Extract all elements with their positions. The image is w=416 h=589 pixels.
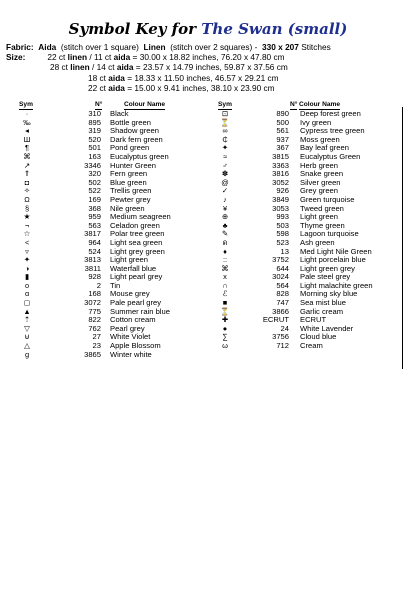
table-divider <box>402 107 403 369</box>
symbol-glyph: ¬ <box>24 220 30 230</box>
symbol-glyph: @ <box>221 177 229 187</box>
floss-number: 3816 <box>272 169 289 179</box>
colour-name: Grey green <box>300 186 338 196</box>
floss-number: 993 <box>276 212 289 222</box>
colour-name: Bay leaf green <box>300 143 349 153</box>
symbol-glyph: ∞ <box>222 126 228 136</box>
colour-name: Nile green <box>110 203 145 213</box>
floss-number: 937 <box>276 134 289 144</box>
size-line-3 <box>6 73 331 83</box>
colour-name: Blue green <box>110 177 147 187</box>
symbol-glyph: ★ <box>23 212 31 222</box>
symbol-glyph: ▲ <box>23 306 31 316</box>
colour-name: Morning sky blue <box>300 289 358 299</box>
floss-number: 310 <box>88 109 101 118</box>
floss-number: 27 <box>92 332 101 342</box>
colour-name: Cream <box>300 341 323 351</box>
size-prefix: 22 ct <box>88 82 109 93</box>
colour-name: Medium seagreen <box>110 212 171 222</box>
floss-number: 564 <box>276 280 289 290</box>
floss-number: 561 <box>276 126 289 136</box>
floss-number: 320 <box>88 169 101 179</box>
floss-number: 563 <box>88 220 101 230</box>
colour-name: Pale pearl grey <box>110 298 162 308</box>
symbol-glyph: ¥ <box>222 203 228 213</box>
colour-name: Pale steel grey <box>300 272 351 282</box>
symbol-glyph: ⏳ <box>220 117 230 127</box>
symbol-glyph: ▿ <box>25 246 29 256</box>
colour-name: Apple Blossom <box>110 341 161 351</box>
symbol-glyph: x <box>223 272 227 282</box>
symbol-glyph: ■ <box>222 298 228 308</box>
fabric-linen-note: (stitch over 2 squares) - <box>170 42 258 52</box>
colour-name: White Lavender <box>300 323 354 333</box>
colour-name: Pond green <box>110 143 150 153</box>
colour-name: Shadow green <box>110 126 159 136</box>
symbol-glyph: ɑ <box>24 289 30 299</box>
header-colour-name: Colour Name <box>299 101 341 108</box>
symbol-glyph: ⇡ <box>23 315 31 325</box>
colour-name: Sea mist blue <box>300 298 347 308</box>
size-line-4 <box>6 83 331 93</box>
header-sym: Sym <box>19 101 33 108</box>
symbol-glyph: ⌘ <box>221 263 229 273</box>
colour-name: Dark fern green <box>110 134 163 144</box>
colour-name: Eucalyptus green <box>110 151 169 161</box>
symbol-glyph: △ <box>24 341 30 351</box>
size-mid: / 11 ct <box>87 52 114 63</box>
size-fabric-aida: aida <box>108 82 125 93</box>
colour-name: Cotton cream <box>110 315 156 325</box>
floss-number: 3053 <box>272 203 289 213</box>
symbol-glyph: ✦ <box>221 143 229 153</box>
header-number: N° <box>95 101 103 108</box>
size-line-1 <box>6 52 331 62</box>
colour-name: Med Light Nile Green <box>300 246 372 256</box>
floss-number: 523 <box>276 237 289 247</box>
table-body <box>208 110 408 351</box>
colour-name: Green turquoise <box>300 194 355 204</box>
size-line-2 <box>6 62 331 72</box>
symbol-glyph: ◂ <box>25 126 29 136</box>
floss-number: 3752 <box>272 255 289 265</box>
colour-name: Light green <box>300 212 338 222</box>
size-fabric-aida: aida <box>116 62 134 73</box>
fabric-label: Fabric: <box>6 42 34 52</box>
floss-number: 928 <box>88 272 101 282</box>
size-prefix: 18 ct <box>88 72 109 83</box>
floss-number: 3865 <box>84 349 101 359</box>
colour-name: Light malachite green <box>300 280 373 290</box>
floss-number: 3866 <box>272 306 289 316</box>
symbol-glyph: ≈ <box>222 151 228 161</box>
page-title <box>0 20 416 38</box>
symbol-glyph: ⏳ <box>220 306 230 316</box>
header-sym: Sym <box>218 101 232 108</box>
symbol-glyph: ¶ <box>25 143 29 153</box>
floss-number: 522 <box>88 186 101 196</box>
colour-name: Pewter grey <box>110 194 151 204</box>
fabric-aida-note: (stitch over 1 square) <box>60 42 139 52</box>
colour-name: Waterfall blue <box>110 263 157 273</box>
floss-number: 3072 <box>84 298 101 308</box>
stitch-suffix: Stitches <box>301 42 331 52</box>
floss-number: 367 <box>276 143 289 153</box>
symbol-glyph: < <box>24 237 30 247</box>
symbol-glyph: ⊡ <box>221 109 229 118</box>
symbol-glyph: ✓ <box>221 186 229 196</box>
colour-name: Fern green <box>110 169 148 179</box>
colour-name: Light pearl grey <box>110 272 163 282</box>
colour-name: Silver green <box>300 177 341 187</box>
symbol-glyph: ⊍ <box>24 332 30 342</box>
floss-number: 169 <box>88 194 101 204</box>
floss-number: 762 <box>88 323 101 333</box>
floss-number: 3813 <box>84 255 101 265</box>
colour-name: Celadon green <box>110 220 160 230</box>
symbol-glyph: ℰ <box>222 289 228 299</box>
fabric-info <box>6 42 331 93</box>
colour-name: Cypress tree green <box>300 126 365 136</box>
symbol-glyph: ⇑ <box>23 169 31 179</box>
symbol-glyph: ☆ <box>23 229 31 239</box>
floss-number: 747 <box>276 298 289 308</box>
symbol-glyph: ✎ <box>221 229 229 239</box>
symbol-glyph: ✽ <box>221 169 229 179</box>
symbol-glyph: ◘ <box>24 177 30 187</box>
symbol-table-right <box>208 101 408 351</box>
floss-number: 500 <box>276 117 289 127</box>
symbol-glyph: ω <box>222 341 228 351</box>
floss-number: 168 <box>88 289 101 299</box>
floss-number: 890 <box>276 109 289 118</box>
colour-name: Ivy green <box>300 117 332 127</box>
size-fabric-aida: aida <box>108 72 125 83</box>
colour-name: Ash green <box>300 237 335 247</box>
colour-name: Mouse grey <box>110 289 150 299</box>
floss-number: 2 <box>96 280 101 290</box>
fabric-aida: Aida <box>38 42 57 52</box>
colour-name: Bottle green <box>110 117 151 127</box>
floss-number: 3363 <box>272 160 289 170</box>
floss-number: 598 <box>276 229 289 239</box>
symbol-glyph: § <box>24 203 30 213</box>
size-fabric-linen: linen <box>70 62 90 73</box>
header-number: N° <box>290 101 298 108</box>
size-fabric-linen: linen <box>67 52 88 63</box>
header-colour-name: Colour Name <box>124 101 166 108</box>
size-prefix: 22 ct <box>47 52 68 63</box>
floss-number: 13 <box>280 246 289 256</box>
title-prefix: Symbol Key for <box>68 20 202 38</box>
floss-number: 822 <box>88 315 101 325</box>
symbol-glyph: ● <box>222 323 228 333</box>
floss-number: 502 <box>88 177 101 187</box>
symbol-table-left <box>16 101 216 359</box>
floss-number: 24 <box>280 323 289 333</box>
floss-number: 503 <box>276 220 289 230</box>
floss-number: 368 <box>88 203 101 213</box>
size-prefix: 28 ct <box>50 62 71 73</box>
colour-name: Winter white <box>110 349 152 359</box>
floss-number: 964 <box>88 237 101 247</box>
colour-name: Snake green <box>300 169 344 179</box>
symbol-glyph: ✧ <box>23 186 31 196</box>
symbol-glyph: Ш <box>23 134 31 144</box>
symbol-glyph: ✚ <box>221 315 229 325</box>
size-dimensions: = 18.33 x 11.50 inches, 46.57 x 29.21 cm <box>124 72 279 83</box>
size-fabric-aida: aida <box>113 52 131 63</box>
floss-number: 3756 <box>272 332 289 342</box>
floss-number: 3346 <box>84 160 101 170</box>
size-mid: / 14 ct <box>89 62 117 73</box>
colour-name: Trellis green <box>110 186 152 196</box>
symbol-glyph: ⊕ <box>221 212 229 222</box>
colour-name: Hunter Green <box>110 160 157 170</box>
colour-name: Tin <box>110 280 121 290</box>
symbol-glyph: ↗ <box>23 160 31 170</box>
colour-name: Eucalyptus Green <box>300 151 361 161</box>
floss-number: 3815 <box>272 151 289 161</box>
table-row <box>16 351 216 360</box>
symbol-glyph: ♪ <box>223 194 227 204</box>
stitch-count: 330 x 207 <box>262 42 299 52</box>
colour-name: Deep forest green <box>300 109 361 118</box>
symbol-glyph: ∩ <box>222 280 228 290</box>
size-label: Size: <box>6 52 26 63</box>
table-body <box>16 110 216 359</box>
colour-name: Light grey green <box>110 246 165 256</box>
colour-name: White Violet <box>110 332 151 342</box>
floss-number: 3024 <box>272 272 289 282</box>
fabric-linen: Linen <box>143 42 166 52</box>
colour-name: Tweed green <box>300 203 344 213</box>
floss-number: 3817 <box>84 229 101 239</box>
symbol-glyph: ⌘ <box>23 151 31 161</box>
colour-name: Summer rain blue <box>110 306 170 316</box>
floss-number: 23 <box>92 341 101 351</box>
colour-name: Garlic cream <box>300 306 344 316</box>
floss-number: 524 <box>88 246 101 256</box>
symbol-glyph: ✦ <box>23 255 31 265</box>
fabric-line <box>6 42 331 52</box>
colour-name: Lagoon turquoise <box>300 229 359 239</box>
size-dimensions: = 15.00 x 9.41 inches, 38.10 x 23.90 cm <box>124 82 275 93</box>
colour-name: Polar tree green <box>110 229 165 239</box>
symbol-glyph: Ω <box>24 194 30 204</box>
colour-name: Light sea green <box>110 237 163 247</box>
colour-name: Light green <box>110 255 148 265</box>
table-row <box>208 342 408 351</box>
title-pattern-name: The Swan (small) <box>201 20 348 38</box>
symbol-glyph: ♂ <box>222 160 228 170</box>
symbol-glyph: g <box>24 349 30 359</box>
floss-number: 644 <box>276 263 289 273</box>
colour-name: Light green grey <box>300 263 355 273</box>
colour-name: Pearl grey <box>110 323 145 333</box>
colour-name: Moss green <box>300 134 340 144</box>
colour-name: Herb green <box>300 160 338 170</box>
floss-number: 828 <box>276 289 289 299</box>
symbol-glyph: ▮ <box>24 272 30 282</box>
symbol-glyph: · <box>25 109 29 118</box>
floss-number: 926 <box>276 186 289 196</box>
floss-number: 712 <box>276 341 289 351</box>
symbol-glyph: ‰ <box>23 117 31 127</box>
floss-number: 775 <box>88 306 101 316</box>
floss-number: 895 <box>88 117 101 127</box>
size-dimensions: = 23.57 x 14.79 inches, 59.87 x 37.56 cm <box>133 62 288 73</box>
symbol-glyph: ◻ <box>23 298 31 308</box>
floss-number: 319 <box>88 126 101 136</box>
symbol-glyph: ♦ <box>223 246 227 256</box>
colour-name: Cloud blue <box>300 332 337 342</box>
floss-number: ECRUT <box>262 315 289 325</box>
floss-number: 3849 <box>272 194 289 204</box>
colour-name: Light porcelain blue <box>300 255 366 265</box>
symbol-glyph: o <box>24 280 30 290</box>
colour-name: ECRUT <box>300 315 327 325</box>
colour-name: Black <box>110 109 129 118</box>
floss-number: 959 <box>88 212 101 222</box>
symbol-glyph: ♣ <box>222 220 228 230</box>
floss-number: 501 <box>88 143 101 153</box>
symbol-glyph: ▽ <box>24 323 30 333</box>
size-dimensions: = 30.00 x 18.82 inches, 76.20 x 47.80 cm <box>130 52 285 63</box>
floss-number: 163 <box>88 151 101 161</box>
symbol-glyph: ◑ <box>24 263 30 273</box>
symbol-glyph: ₵ <box>222 134 228 144</box>
floss-number: 3811 <box>84 263 101 273</box>
floss-number: 3052 <box>272 177 289 187</box>
colour-name: Thyme green <box>300 220 345 230</box>
symbol-glyph: :: <box>222 255 228 265</box>
floss-number: 520 <box>88 134 101 144</box>
symbol-glyph: ∑ <box>222 332 228 342</box>
symbol-glyph: ด <box>222 237 228 247</box>
